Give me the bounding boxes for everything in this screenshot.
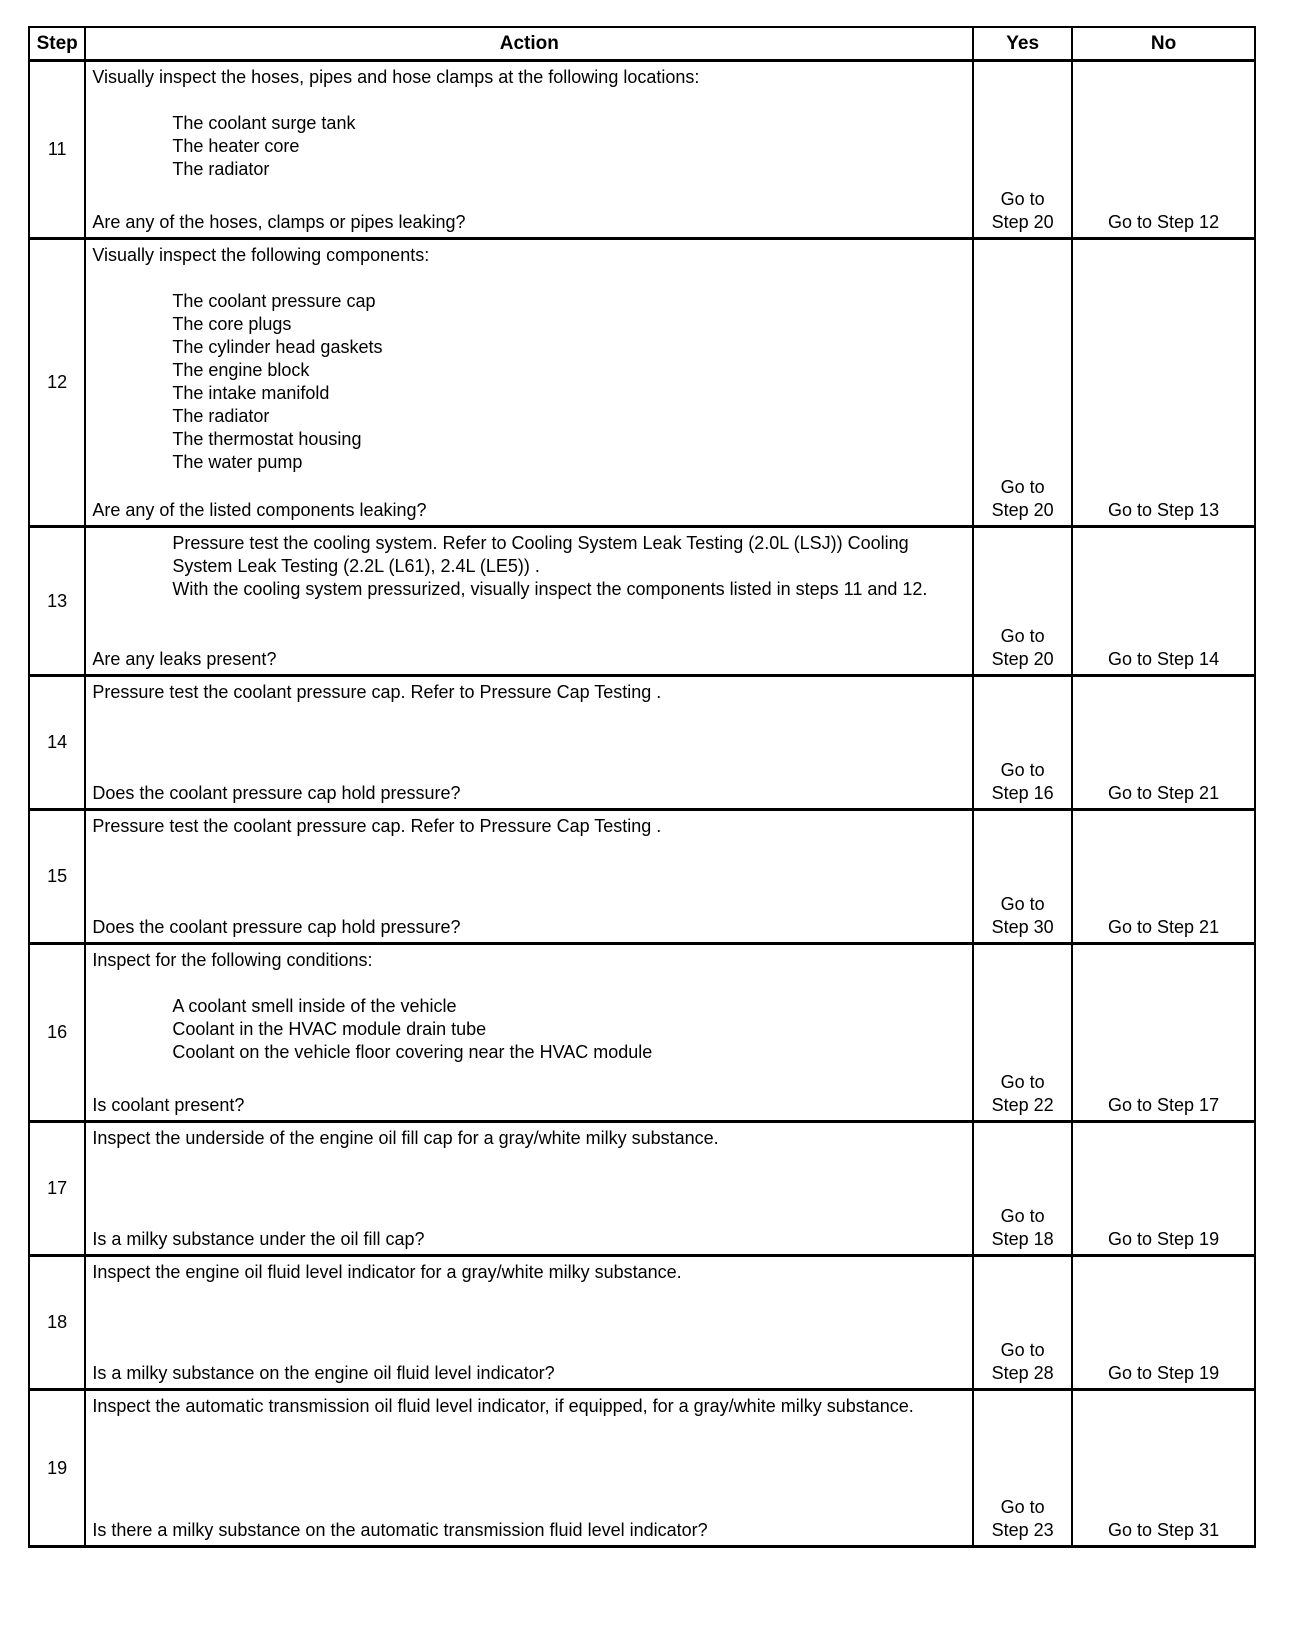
action-question: Does the coolant pressure cap hold pressure? (92, 917, 461, 937)
action-instruction: Pressure test the coolant pressure cap. Refer to Pressure Cap Testing . (92, 816, 662, 836)
action-item: A coolant smell inside of the vehicle (172, 996, 457, 1016)
yes-result-line1: Go to (1000, 1340, 1045, 1360)
no-result: Go to Step 21 (1108, 783, 1220, 803)
action-question: Does the coolant pressure cap hold pressure? (92, 783, 461, 803)
yes-result-line2: Step 20 (991, 212, 1054, 232)
yes-result-line2: Step 28 (991, 1363, 1054, 1383)
action-cell (85, 1390, 973, 1547)
step-number: 15 (29, 810, 85, 944)
action-item-list (86, 995, 972, 1064)
header-yes: Yes (973, 27, 1072, 61)
action-question: Are any leaks present? (92, 649, 277, 669)
yes-result (974, 759, 1071, 805)
no-cell (1072, 676, 1255, 810)
yes-cell (973, 239, 1072, 527)
action-question: Is there a milky substance on the automatic transmission fluid level indicator? (92, 1520, 708, 1540)
action-question: Are any of the listed components leaking? (92, 500, 427, 520)
action-item: The coolant pressure cap (172, 291, 376, 311)
step-number: 17 (29, 1122, 85, 1256)
yes-result-line2: Step 30 (991, 917, 1054, 937)
yes-result-line2: Step 20 (991, 500, 1054, 520)
action-cell (85, 1122, 973, 1256)
action-item: The coolant surge tank (172, 113, 356, 133)
action-item: The intake manifold (172, 383, 330, 403)
yes-cell (973, 1390, 1072, 1547)
header-row (29, 27, 1255, 61)
no-result: Go to Step 12 (1108, 212, 1220, 232)
action-item: The core plugs (172, 314, 292, 334)
yes-result-line2: Step 20 (991, 649, 1054, 669)
no-cell (1072, 1390, 1255, 1547)
action-item-list (86, 290, 972, 474)
no-result: Go to Step 19 (1108, 1363, 1220, 1383)
action-instruction: Inspect for the following conditions: (92, 950, 373, 970)
action-question: Is a milky substance on the engine oil fluid level indicator? (92, 1363, 555, 1383)
yes-result (974, 625, 1071, 671)
yes-result-line1: Go to (1000, 477, 1045, 497)
no-cell (1072, 239, 1255, 527)
no-cell (1072, 1122, 1255, 1256)
table-row (29, 1122, 1255, 1256)
table-body (29, 61, 1255, 1547)
yes-cell (973, 61, 1072, 239)
yes-result-line1: Go to (1000, 1072, 1045, 1092)
action-cell (85, 527, 973, 676)
yes-result-line1: Go to (1000, 1497, 1045, 1517)
step-number: 18 (29, 1256, 85, 1390)
yes-result (974, 476, 1071, 522)
action-item-list (86, 528, 972, 601)
no-result: Go to Step 21 (1108, 917, 1220, 937)
yes-cell (973, 676, 1072, 810)
table-row (29, 1256, 1255, 1390)
table-row (29, 810, 1255, 944)
no-cell (1072, 944, 1255, 1122)
yes-result-line1: Go to (1000, 894, 1045, 914)
action-item: The radiator (172, 159, 270, 179)
step-number: 16 (29, 944, 85, 1122)
action-cell (85, 239, 973, 527)
no-result: Go to Step 13 (1108, 500, 1220, 520)
step-number: 14 (29, 676, 85, 810)
action-instruction: Visually inspect the following components: (92, 245, 430, 265)
yes-result-line2: Step 16 (991, 783, 1054, 803)
yes-result-line1: Go to (1000, 760, 1045, 780)
step-number: 11 (29, 61, 85, 239)
no-result: Go to Step 17 (1108, 1095, 1220, 1115)
yes-result-line2: Step 22 (991, 1095, 1054, 1115)
action-item-list (86, 112, 972, 181)
action-item: Coolant in the HVAC module drain tube (172, 1019, 487, 1039)
no-cell (1072, 810, 1255, 944)
no-result: Go to Step 31 (1108, 1520, 1220, 1540)
action-instruction: Pressure test the coolant pressure cap. Refer to Pressure Cap Testing . (92, 682, 662, 702)
table-row (29, 527, 1255, 676)
table-row (29, 239, 1255, 527)
step-number: 13 (29, 527, 85, 676)
action-item: The thermostat housing (172, 429, 362, 449)
yes-cell (973, 944, 1072, 1122)
yes-cell (973, 810, 1072, 944)
action-item: The water pump (172, 452, 303, 472)
action-cell (85, 810, 973, 944)
no-result: Go to Step 14 (1108, 649, 1220, 669)
no-cell (1072, 527, 1255, 676)
yes-result (974, 1205, 1071, 1251)
yes-result (974, 1496, 1071, 1542)
action-item: The cylinder head gaskets (172, 337, 383, 357)
table-row (29, 61, 1255, 239)
yes-cell (973, 1122, 1072, 1256)
action-item: With the cooling system pressurized, visually inspect the components listed in steps 11 and 12. (172, 579, 928, 599)
action-cell (85, 944, 973, 1122)
action-cell (85, 1256, 973, 1390)
header-no: No (1072, 27, 1255, 61)
action-item: The radiator (172, 406, 270, 426)
table-row (29, 944, 1255, 1122)
yes-cell (973, 1256, 1072, 1390)
action-instruction: Inspect the engine oil fluid level indicator for a gray/white milky substance. (92, 1262, 682, 1282)
table-row (29, 676, 1255, 810)
yes-result (974, 1339, 1071, 1385)
yes-cell (973, 527, 1072, 676)
action-instruction: Visually inspect the hoses, pipes and hose clamps at the following locations: (92, 67, 700, 87)
yes-result-line1: Go to (1000, 626, 1045, 646)
action-cell (85, 676, 973, 810)
no-cell (1072, 61, 1255, 239)
yes-result-line1: Go to (1000, 189, 1045, 209)
yes-result (974, 1071, 1071, 1117)
yes-result-line2: Step 23 (991, 1520, 1054, 1540)
action-item: Coolant on the vehicle floor covering near the HVAC module (172, 1042, 653, 1062)
action-item: The heater core (172, 136, 300, 156)
yes-result-line2: Step 18 (991, 1229, 1054, 1249)
yes-result (974, 188, 1071, 234)
step-number: 19 (29, 1390, 85, 1547)
table-row (29, 1390, 1255, 1547)
action-question: Are any of the hoses, clamps or pipes leaking? (92, 212, 466, 232)
action-item: The engine block (172, 360, 310, 380)
action-instruction: Inspect the underside of the engine oil fill cap for a gray/white milky substance. (92, 1128, 719, 1148)
no-result: Go to Step 19 (1108, 1229, 1220, 1249)
step-number: 12 (29, 239, 85, 527)
action-instruction: Inspect the automatic transmission oil fluid level indicator, if equipped, for a gray/white milky substance. (92, 1396, 914, 1416)
action-cell (85, 61, 973, 239)
header-step: Step (29, 27, 85, 61)
yes-result (974, 893, 1071, 939)
action-question: Is coolant present? (92, 1095, 245, 1115)
no-cell (1072, 1256, 1255, 1390)
action-question: Is a milky substance under the oil fill cap? (92, 1229, 425, 1249)
header-action: Action (85, 27, 973, 61)
diagnostic-table (28, 26, 1256, 1548)
action-item: Pressure test the cooling system. Refer to Cooling System Leak Testing (2.0L (LSJ)) Cooling System Leak Testing (2.2L (L61), 2.4L (LE5)) . (172, 533, 909, 576)
yes-result-line1: Go to (1000, 1206, 1045, 1226)
